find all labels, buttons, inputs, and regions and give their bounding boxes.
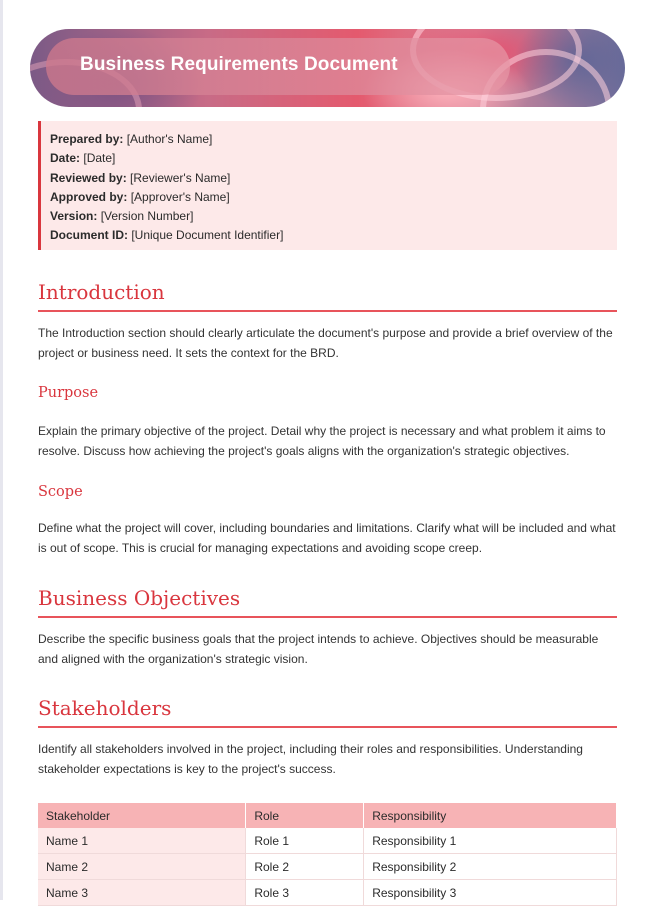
meta-label: Prepared by: bbox=[50, 132, 124, 146]
heading-purpose: Purpose bbox=[38, 385, 99, 401]
meta-version bbox=[50, 207, 617, 226]
meta-approved-by bbox=[50, 188, 617, 207]
table-row bbox=[38, 828, 617, 854]
table-cell: Role 3 bbox=[246, 880, 364, 906]
table-row bbox=[38, 880, 617, 906]
meta-date bbox=[50, 149, 617, 168]
scope-text: Define what the project will cover, including boundaries and limitations. Clarify what will be included and what is out of scope. This is crucial for managing expectations and avoiding scope creep. bbox=[38, 521, 616, 555]
meta-reviewed-by bbox=[50, 169, 617, 188]
meta-label: Approved by: bbox=[50, 189, 128, 204]
meta-document-id bbox=[50, 226, 617, 245]
table-cell: Name 3 bbox=[38, 880, 246, 906]
meta-value: [Unique Document Identifier] bbox=[131, 228, 284, 243]
column-header-stakeholder: Stakeholder bbox=[38, 803, 246, 828]
meta-label: Reviewed by: bbox=[50, 170, 127, 185]
heading-scope: Scope bbox=[38, 484, 83, 500]
column-header-role: Role bbox=[246, 803, 364, 828]
table-cell: Responsibility 1 bbox=[364, 828, 617, 854]
document-info-box bbox=[38, 121, 617, 250]
document-title: Business Requirements Document bbox=[80, 54, 398, 75]
meta-label: Document ID: bbox=[50, 228, 128, 243]
table-row bbox=[38, 854, 617, 880]
meta-value: [Approver's Name] bbox=[130, 189, 230, 204]
table-header-row bbox=[38, 803, 617, 828]
purpose-text: Explain the primary objective of the project. Detail why the project is necessary and what problem it aims to resolve. Discuss how achieving the project's goals aligns with the organization's strategic objectives. bbox=[38, 424, 606, 458]
stakeholders-text: Identify all stakeholders involved in the project, including their roles and responsibilities. Understanding stakeholder expectations is key to the project's success. bbox=[38, 742, 583, 776]
table-cell: Role 2 bbox=[246, 854, 364, 880]
introduction-text: The Introduction section should clearly articulate the document's purpose and provide a brief overview of the project or business need. It sets the context for the BRD. bbox=[38, 326, 613, 360]
heading-business-objectives: Business Objectives bbox=[38, 586, 617, 618]
table-cell: Responsibility 2 bbox=[364, 854, 617, 880]
table-cell: Role 1 bbox=[246, 828, 364, 854]
stakeholder-table bbox=[38, 803, 617, 906]
heading-stakeholders: Stakeholders bbox=[38, 696, 617, 728]
meta-prepared-by bbox=[50, 130, 617, 149]
page-edge bbox=[0, 0, 3, 900]
table-cell: Name 2 bbox=[38, 854, 246, 880]
meta-label: Date: bbox=[50, 151, 81, 166]
meta-value: [Author's Name] bbox=[126, 132, 213, 146]
meta-value: [Date] bbox=[83, 151, 116, 166]
meta-value: [Reviewer's Name] bbox=[130, 170, 231, 185]
table-cell: Name 1 bbox=[38, 828, 246, 854]
business-objectives-text: Describe the specific business goals that the project intends to achieve. Objectives should be measurable and aligned with the organization's strategic vision. bbox=[38, 632, 599, 666]
table-cell: Responsibility 3 bbox=[364, 880, 617, 906]
column-header-responsibility: Responsibility bbox=[364, 803, 617, 828]
meta-label: Version: bbox=[50, 209, 98, 224]
header-banner bbox=[30, 29, 625, 107]
heading-introduction: Introduction bbox=[38, 280, 617, 312]
meta-value: [Version Number] bbox=[100, 209, 194, 224]
